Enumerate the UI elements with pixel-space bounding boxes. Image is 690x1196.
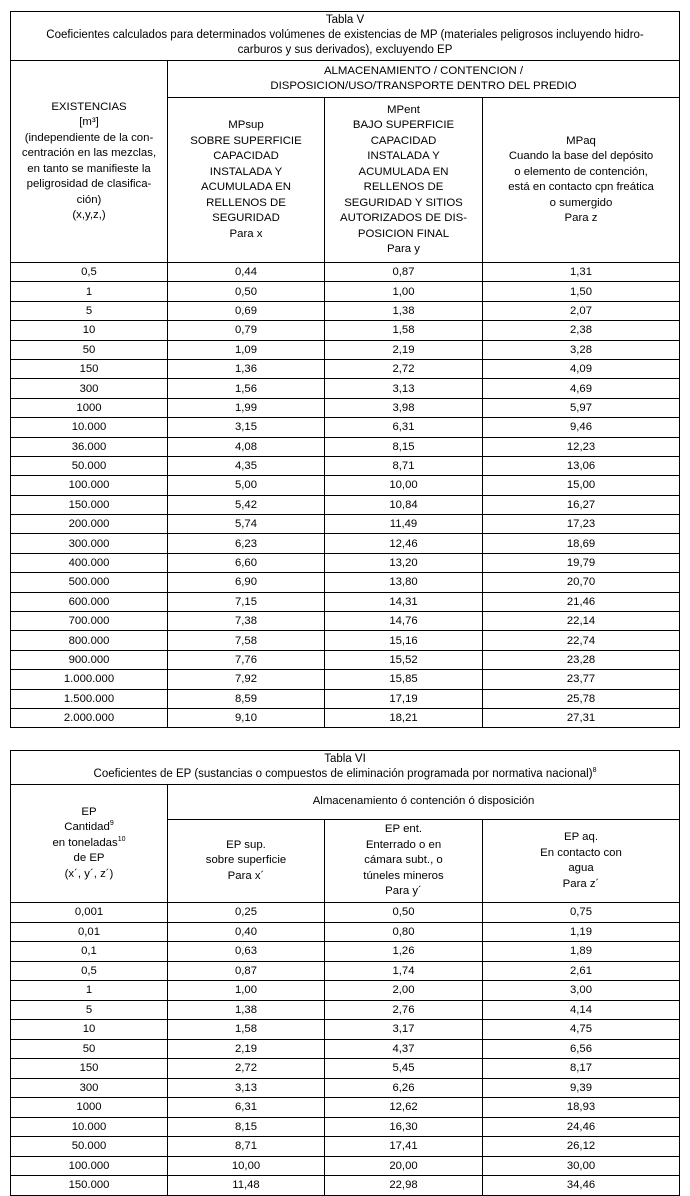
header-line: Para z´ <box>562 877 600 890</box>
table-cell: 1,58 <box>325 321 483 340</box>
table-cell: 6,26 <box>325 1078 483 1098</box>
header-line: Para z <box>564 212 598 224</box>
table-cell: 6,31 <box>325 418 483 437</box>
header-line: EP sup. <box>226 838 266 851</box>
table-cell: 2,07 <box>483 301 680 320</box>
table-cell: 2,19 <box>168 1039 325 1059</box>
table-cell: 2.000.000 <box>11 708 168 727</box>
header-line: EXISTENCIAS <box>51 100 127 113</box>
table-row <box>11 321 680 340</box>
table-row <box>11 301 680 320</box>
table-row <box>11 903 680 923</box>
header-line: INSTALADA Y <box>367 150 440 162</box>
header-line: cámara subt., o <box>364 854 443 867</box>
table-row <box>11 1078 680 1098</box>
header-line: en tanto se manifieste la <box>27 162 151 175</box>
table-row <box>11 379 680 398</box>
table-cell: 1,09 <box>168 340 325 359</box>
table-cell: 36.000 <box>11 437 168 456</box>
header-line: está en contacto cpn freática <box>508 181 654 193</box>
table-cell: 1.000.000 <box>11 670 168 689</box>
header-line: centración en las mezclas, <box>21 147 157 159</box>
footnote-ref: 8 <box>592 767 597 775</box>
header-line: INSTALADA Y <box>209 165 283 178</box>
table-row <box>11 1117 680 1137</box>
table-cell: 150.000 <box>11 495 168 514</box>
header-line <box>14 820 164 836</box>
table-cell: 2,00 <box>325 981 483 1001</box>
table-cell: 0,25 <box>168 903 325 923</box>
table-cell: 6,23 <box>168 534 325 553</box>
table-cell: 6,90 <box>168 573 325 592</box>
table-cell: 21,46 <box>483 592 680 611</box>
table-cell: 10.000 <box>11 418 168 437</box>
table-cell: 1 <box>11 282 168 301</box>
table-cell: 150 <box>11 359 168 378</box>
header-line: o elemento de contención, <box>514 165 648 178</box>
header-line: Para y´ <box>385 885 422 898</box>
header-line: de EP <box>73 852 105 865</box>
table-row <box>11 1059 680 1079</box>
table-row <box>11 456 680 475</box>
table-cell: 0,40 <box>168 922 325 942</box>
table-cell: 3,13 <box>168 1078 325 1098</box>
header-line: SOBRE SUPERFICIE <box>190 134 302 147</box>
table-cell: 0,01 <box>11 922 168 942</box>
header-line: EP aq. <box>564 831 598 843</box>
table-cell: 800.000 <box>11 631 168 650</box>
table-cell: 0,69 <box>168 301 325 320</box>
table-cell: 10,00 <box>168 1156 325 1176</box>
table-cell: 10,00 <box>325 476 483 495</box>
table-cell: 7,92 <box>168 670 325 689</box>
table-v-col-mpent-header <box>325 98 483 263</box>
table-row <box>11 553 680 572</box>
table-cell: 0,87 <box>168 961 325 981</box>
table-v-col-existencias-header <box>11 61 168 263</box>
table-cell: 100.000 <box>11 476 168 495</box>
table-cell: 30,00 <box>483 1156 680 1176</box>
header-line: RELLENOS DE <box>363 181 444 193</box>
table-cell: 4,09 <box>483 359 680 378</box>
table-cell: 6,60 <box>168 553 325 572</box>
table-row <box>11 631 680 650</box>
table-row <box>11 398 680 417</box>
table-cell: 300 <box>11 1078 168 1098</box>
table-row <box>11 534 680 553</box>
table-cell: 1,26 <box>325 942 483 962</box>
table-cell: 50.000 <box>11 1137 168 1157</box>
table-cell: 14,76 <box>325 612 483 631</box>
header-line: RELLENOS DE <box>206 196 286 209</box>
table-cell: 12,46 <box>325 534 483 553</box>
table-row <box>11 1020 680 1040</box>
table-cell: 3,98 <box>325 398 483 417</box>
header-line: MPaq <box>566 134 596 147</box>
table-cell: 7,58 <box>168 631 325 650</box>
table-cell: 16,27 <box>483 495 680 514</box>
table-cell: 1000 <box>11 398 168 417</box>
header-line: ción) <box>76 193 102 206</box>
table-cell: 4,75 <box>483 1020 680 1040</box>
table-cell: 50 <box>11 1039 168 1059</box>
table-cell: 15,85 <box>325 670 483 689</box>
table-cell: 22,74 <box>483 631 680 650</box>
table-cell: 24,46 <box>483 1117 680 1137</box>
table-cell: 0,79 <box>168 321 325 340</box>
table-cell: 9,10 <box>168 708 325 727</box>
table-cell: 3,17 <box>325 1020 483 1040</box>
table-cell: 1,00 <box>325 282 483 301</box>
table-cell: 1,99 <box>168 398 325 417</box>
table-cell: 1 <box>11 981 168 1001</box>
table-cell: 10,84 <box>325 495 483 514</box>
table-cell: 500.000 <box>11 573 168 592</box>
table-v-group-header <box>168 61 680 98</box>
table-row <box>11 1000 680 1020</box>
table-row <box>11 1137 680 1157</box>
footnote-ref: 9 <box>109 820 114 828</box>
header-line: (x,y,z,) <box>72 209 106 221</box>
table-row <box>11 981 680 1001</box>
table-row <box>11 592 680 611</box>
table-cell: 400.000 <box>11 553 168 572</box>
table-v-col-mpsup-header <box>168 98 325 263</box>
table-cell: 2,76 <box>325 1000 483 1020</box>
table-cell: 150 <box>11 1059 168 1079</box>
table-cell: 0,80 <box>325 922 483 942</box>
table-cell: 12,23 <box>483 437 680 456</box>
table-cell: 9,46 <box>483 418 680 437</box>
table-cell: 5 <box>11 301 168 320</box>
table-cell: 200.000 <box>11 515 168 534</box>
header-line: ALMACENAMIENTO / CONTENCION / <box>323 64 524 77</box>
header-line: o sumergido <box>549 196 613 209</box>
table-cell: 22,14 <box>483 612 680 631</box>
table-row <box>11 961 680 981</box>
header-text: en toneladas <box>52 836 118 849</box>
table-cell: 1,74 <box>325 961 483 981</box>
table-cell: 20,00 <box>325 1156 483 1176</box>
table-vi-col-ep-header <box>11 785 168 903</box>
table-cell: 1,58 <box>168 1020 325 1040</box>
table-cell: 13,20 <box>325 553 483 572</box>
table-vi-subtitle <box>19 767 671 782</box>
header-line: agua <box>568 862 594 874</box>
table-vi-body <box>11 903 680 1196</box>
table-cell: 2,72 <box>168 1059 325 1079</box>
header-line: (independiente de la con- <box>24 131 154 144</box>
header-line: túneles mineros <box>363 869 444 882</box>
table-v-body <box>11 263 680 728</box>
table-cell: 11,49 <box>325 515 483 534</box>
header-line: sobre superficie <box>205 854 287 867</box>
table-cell: 5,97 <box>483 398 680 417</box>
table-cell: 19,79 <box>483 553 680 572</box>
table-cell: 8,15 <box>325 437 483 456</box>
table-cell: 5,45 <box>325 1059 483 1079</box>
table-cell: 12,62 <box>325 1098 483 1118</box>
table-cell: 14,31 <box>325 592 483 611</box>
header-line: peligrosidad de clasifica- <box>26 178 152 190</box>
header-line: SEGURIDAD Y SITIOS <box>344 196 463 209</box>
table-cell: 300 <box>11 379 168 398</box>
header-line: MPsup <box>228 119 264 131</box>
table-cell: 18,69 <box>483 534 680 553</box>
table-cell: 3,28 <box>483 340 680 359</box>
table-cell: 8,71 <box>168 1137 325 1157</box>
table-cell: 2,38 <box>483 321 680 340</box>
table-cell: 27,31 <box>483 708 680 727</box>
table-cell: 26,12 <box>483 1137 680 1157</box>
table-cell: 23,77 <box>483 670 680 689</box>
table-cell: 13,06 <box>483 456 680 475</box>
table-cell: 0,5 <box>11 263 168 282</box>
header-line: Para y <box>387 243 420 255</box>
table-cell: 5,00 <box>168 476 325 495</box>
table-cell: 11,48 <box>168 1176 325 1196</box>
table-cell: 600.000 <box>11 592 168 611</box>
table-vi <box>10 750 680 1196</box>
table-cell: 20,70 <box>483 573 680 592</box>
table-row <box>11 340 680 359</box>
table-v-title-cell <box>11 12 680 61</box>
table-cell: 15,00 <box>483 476 680 495</box>
table-cell: 3,15 <box>168 418 325 437</box>
table-row <box>11 1039 680 1059</box>
table-vi-col-epent-header <box>325 820 483 903</box>
table-cell: 0,87 <box>325 263 483 282</box>
table-row <box>11 922 680 942</box>
table-cell: 1,56 <box>168 379 325 398</box>
header-line: EP ent. <box>384 823 423 836</box>
table-cell: 7,38 <box>168 612 325 631</box>
table-cell: 300.000 <box>11 534 168 553</box>
table-cell: 2,19 <box>325 340 483 359</box>
table-cell: 0,50 <box>325 903 483 923</box>
table-vi-subtitle-text: Coeficientes de EP (sustancias o compuestos de eliminación programada por normativa nacional) <box>93 768 593 780</box>
table-cell: 8,15 <box>168 1117 325 1137</box>
table-row <box>11 418 680 437</box>
table-cell: 1,00 <box>168 981 325 1001</box>
table-row <box>11 942 680 962</box>
table-v-col-mpaq-header <box>483 98 680 263</box>
table-cell: 17,19 <box>325 689 483 708</box>
table-cell: 13,80 <box>325 573 483 592</box>
header-line: [m³] <box>79 116 99 128</box>
table-cell: 18,93 <box>483 1098 680 1118</box>
table-cell: 1,19 <box>483 922 680 942</box>
table-cell: 4,37 <box>325 1039 483 1059</box>
table-cell: 0,50 <box>168 282 325 301</box>
table-row <box>11 282 680 301</box>
table-cell: 6,56 <box>483 1039 680 1059</box>
header-line <box>14 836 164 852</box>
header-line: Para x´ <box>227 869 265 882</box>
table-cell: 5,74 <box>168 515 325 534</box>
table-row <box>11 689 680 708</box>
table-cell: 5,42 <box>168 495 325 514</box>
table-row <box>11 359 680 378</box>
table-vi-col-epsup-header <box>168 820 325 903</box>
table-cell: 8,17 <box>483 1059 680 1079</box>
table-cell: 25,78 <box>483 689 680 708</box>
table-row <box>11 670 680 689</box>
table-cell: 4,35 <box>168 456 325 475</box>
table-cell: 8,59 <box>168 689 325 708</box>
table-cell: 5 <box>11 1000 168 1020</box>
header-line: En contacto con <box>540 846 622 859</box>
table-v-title: Tabla V <box>325 14 365 26</box>
table-v-subtitle-line-2: carburos y sus derivados), excluyendo EP <box>237 44 453 56</box>
table-cell: 17,41 <box>325 1137 483 1157</box>
table-cell: 22,98 <box>325 1176 483 1196</box>
table-vi-title: Tabla VI <box>324 753 366 765</box>
table-cell: 100.000 <box>11 1156 168 1176</box>
table-vi-group-header: Almacenamiento ó contención ó disposición <box>168 785 680 820</box>
table-cell: 1,36 <box>168 359 325 378</box>
table-v-subtitle-line-1: Coeficientes calculados para determinados volúmenes de existencias de MP (materiales peligrosos incluyendo hidro- <box>46 29 644 41</box>
table-row <box>11 1098 680 1118</box>
table-cell: 50 <box>11 340 168 359</box>
header-line: ACUMULADA EN <box>358 165 449 178</box>
table-cell: 0,001 <box>11 903 168 923</box>
header-line: Para x <box>229 227 263 240</box>
table-cell: 1,50 <box>483 282 680 301</box>
table-row <box>11 1156 680 1176</box>
table-cell: 3,00 <box>483 981 680 1001</box>
table-cell: 2,61 <box>483 961 680 981</box>
table-cell: 0,1 <box>11 942 168 962</box>
table-row <box>11 650 680 669</box>
table-row <box>11 612 680 631</box>
header-line: EP <box>81 805 97 818</box>
table-cell: 15,52 <box>325 650 483 669</box>
table-row <box>11 437 680 456</box>
table-cell: 23,28 <box>483 650 680 669</box>
table-cell: 7,15 <box>168 592 325 611</box>
table-row <box>11 263 680 282</box>
table-cell: 7,76 <box>168 650 325 669</box>
header-line: Cuando la base del depósito <box>508 150 654 162</box>
header-line: Enterrado o en <box>365 838 442 851</box>
table-cell: 8,71 <box>325 456 483 475</box>
table-cell: 10 <box>11 1020 168 1040</box>
table-cell: 17,23 <box>483 515 680 534</box>
table-cell: 1,38 <box>325 301 483 320</box>
table-cell: 15,16 <box>325 631 483 650</box>
header-line: CAPACIDAD <box>213 150 279 162</box>
table-cell: 0,5 <box>11 961 168 981</box>
footnote-ref: 10 <box>117 835 126 843</box>
header-line: DISPOSICION/USO/TRANSPORTE DENTRO DEL PREDIO <box>270 80 577 92</box>
table-cell: 6,31 <box>168 1098 325 1118</box>
table-row <box>11 573 680 592</box>
table-cell: 4,14 <box>483 1000 680 1020</box>
table-cell: 700.000 <box>11 612 168 631</box>
header-line: MPent <box>387 103 420 116</box>
table-row <box>11 476 680 495</box>
table-cell: 18,21 <box>325 708 483 727</box>
table-cell: 16,30 <box>325 1117 483 1137</box>
table-cell: 2,72 <box>325 359 483 378</box>
header-line: BAJO SUPERFICIE <box>352 119 455 131</box>
header-line: POSICION FINAL <box>357 227 450 240</box>
table-cell: 50.000 <box>11 456 168 475</box>
table-cell: 10 <box>11 321 168 340</box>
table-vi-col-epaq-header <box>483 820 680 903</box>
table-cell: 10.000 <box>11 1117 168 1137</box>
table-cell: 3,13 <box>325 379 483 398</box>
table-cell: 1,89 <box>483 942 680 962</box>
table-cell: 1,38 <box>168 1000 325 1020</box>
table-row <box>11 708 680 727</box>
table-cell: 0,75 <box>483 903 680 923</box>
table-row <box>11 495 680 514</box>
table-cell: 1,31 <box>483 263 680 282</box>
table-v <box>10 11 680 728</box>
table-cell: 0,63 <box>168 942 325 962</box>
header-text: Cantidad <box>64 821 110 834</box>
table-cell: 0,44 <box>168 263 325 282</box>
table-cell: 1.500.000 <box>11 689 168 708</box>
table-row <box>11 1176 680 1196</box>
table-cell: 4,69 <box>483 379 680 398</box>
table-cell: 4,08 <box>168 437 325 456</box>
header-line: CAPACIDAD <box>370 134 437 147</box>
table-cell: 34,46 <box>483 1176 680 1196</box>
header-line: (x´, y´, z´) <box>64 867 114 880</box>
table-vi-title-cell <box>11 751 680 785</box>
table-cell: 9,39 <box>483 1078 680 1098</box>
header-line: SEGURIDAD <box>212 212 280 224</box>
header-line: ACUMULADA EN <box>201 181 291 193</box>
header-line: AUTORIZADOS DE DIS- <box>340 212 467 224</box>
table-cell: 900.000 <box>11 650 168 669</box>
table-cell: 1000 <box>11 1098 168 1118</box>
table-row <box>11 515 680 534</box>
table-cell: 150.000 <box>11 1176 168 1196</box>
